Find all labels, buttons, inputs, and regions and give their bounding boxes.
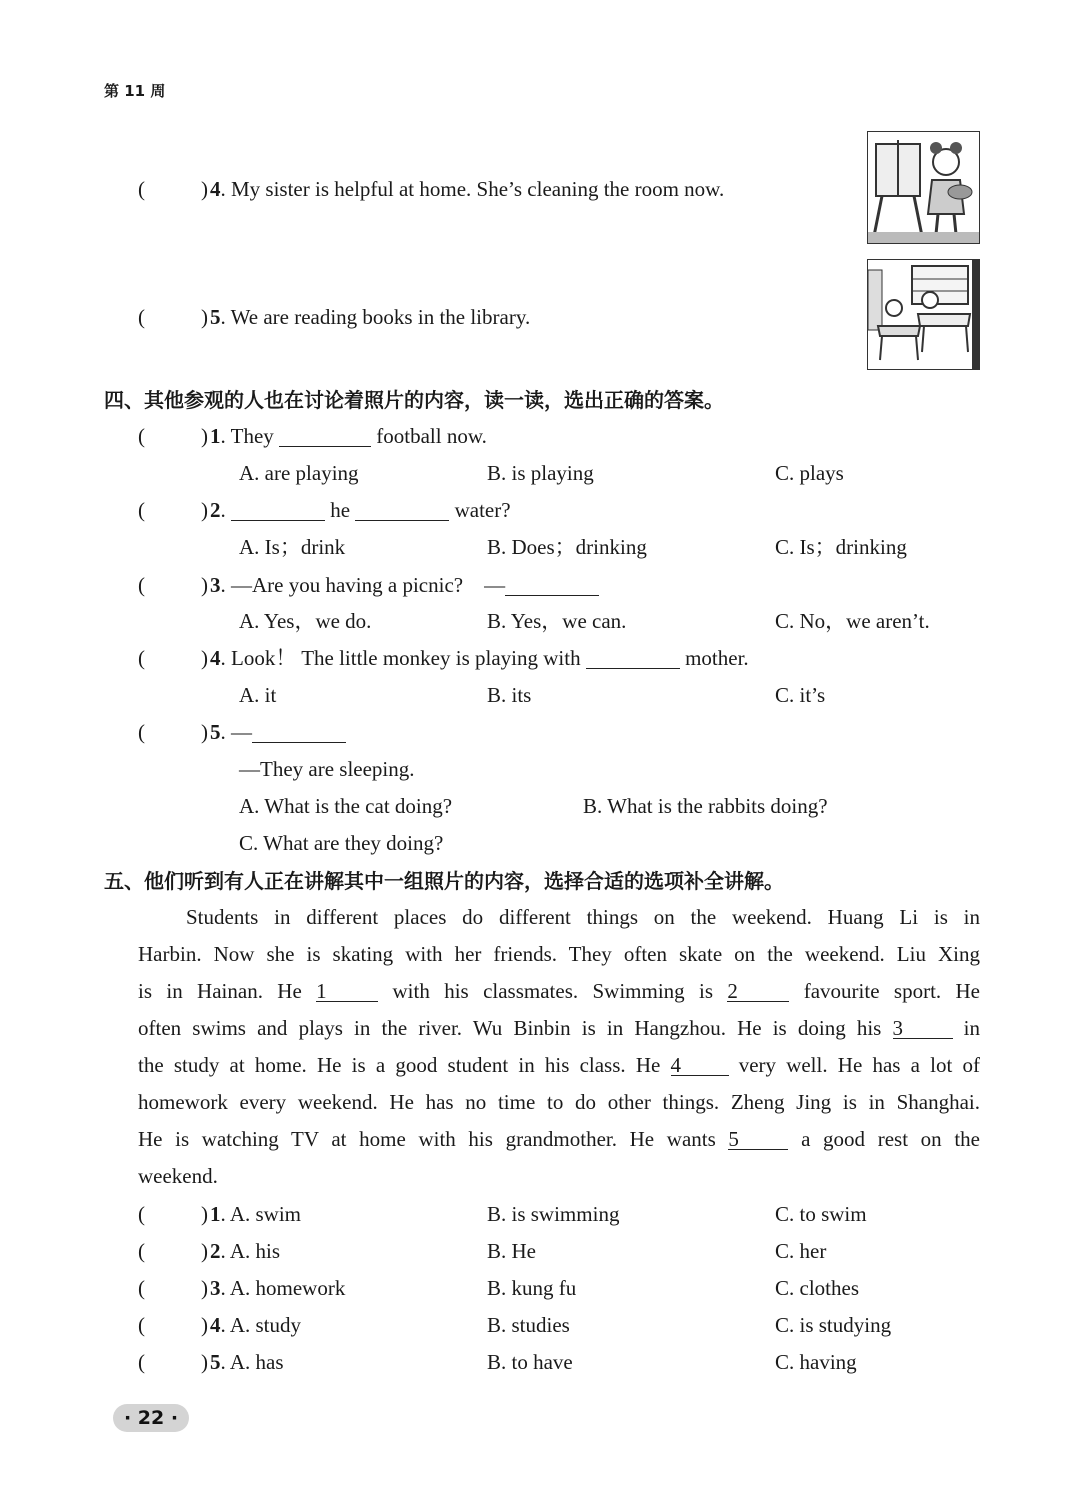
library-reading-picture [867,259,980,370]
question-text: . —Are you having a picnic? — [220,573,506,597]
girl-painting-picture [867,131,980,244]
question-text: water? [449,498,511,522]
fill-in-blank[interactable] [231,500,325,521]
option-a: . A. has [220,1350,284,1374]
passage-text: often swims and plays in the river. Wu Binbin is in Hangzhou. He is doing his [138,1016,893,1040]
question-number: 4 [210,1313,221,1337]
question-text: he [325,498,356,522]
passage-text: favourite sport. He [789,979,980,1003]
answer-paren-open: ( [138,1239,145,1263]
option-c: C. to swim [775,1202,867,1226]
option-b: B. Yes，we can. [487,609,627,633]
choice-row [0,1201,1082,1227]
passage-text: the study at home. He is a good student in his class. He [138,1053,671,1077]
choice-row [0,1238,1082,1264]
answer-paren-close: ) [201,1350,208,1374]
option-a: A. What is the cat doing? [239,794,453,818]
option-c: C. Is；drinking [775,535,907,559]
passage-line [138,1047,980,1084]
answer-paren-close: ) [201,720,208,744]
answer-paren-close: ) [201,305,208,329]
option-c: C. having [775,1350,857,1374]
question-number: 2 [210,498,221,522]
option-a: A. Yes，we do. [239,609,372,633]
question-number: 3 [210,1276,221,1300]
option-b: B. is swimming [487,1202,620,1226]
choice-row [0,1349,1082,1375]
passage-line: Students in different places do different things on the weekend. Huang Li is in [186,905,980,929]
question-number: 3 [210,573,221,597]
passage-text: is in Hainan. He [138,979,317,1003]
option-b: B. kung fu [487,1276,577,1300]
option-a: . A. his [220,1239,281,1263]
question-text: . We are reading books in the library. [220,305,531,329]
question-number: 5 [210,1350,221,1374]
passage-blank[interactable]: 3 [893,1018,953,1039]
question-number: 2 [210,1239,221,1263]
passage-line [138,1121,980,1158]
passage-text: He is watching TV at home with his grandmother. He wants [138,1127,729,1151]
option-c: C. her [775,1239,827,1263]
fill-in-blank[interactable] [586,648,680,669]
question-number: 5 [210,720,221,744]
question-text: football now. [371,424,487,448]
option-b: B. studies [487,1313,570,1337]
week-label: 第 11 周 [104,82,166,100]
answer-paren-close: ) [201,1276,208,1300]
answer-paren-close: ) [201,1239,208,1263]
option-b: B. Does；drinking [487,535,647,559]
passage-text: very well. He has a lot of [728,1053,980,1077]
answer-paren-close: ) [201,498,208,522]
question-row [0,497,1082,523]
question-text: . Look！ The little monkey is playing with [220,646,586,670]
passage-text: with his classmates. Swimming is [378,979,728,1003]
question-text: . They [220,424,280,448]
answer-paren-open: ( [138,1202,145,1226]
answer-paren-open: ( [138,1276,145,1300]
option-b: B. He [487,1239,536,1263]
passage-line: weekend. [138,1164,218,1188]
passage-line [138,973,980,1010]
dialog-reply: —They are sleeping. [239,757,415,781]
answer-paren-open: ( [138,498,145,522]
question-text: . [220,498,231,522]
answer-paren-close: ) [201,573,208,597]
answer-paren-close: ) [201,177,208,201]
passage-line [138,1010,980,1047]
choice-row [0,1312,1082,1338]
answer-paren-open: ( [138,720,145,744]
section-4-title: 四、其他参观的人也在讨论着照片的内容，读一读，选出正确的答案。 [104,388,724,412]
option-a: . A. homework [220,1276,346,1300]
passage-line: Harbin. Now she is skating with her friends. They often skate on the weekend. Liu Xing [138,942,980,966]
question-number: 1 [210,1202,221,1226]
option-c: C. plays [775,461,844,485]
option-a: A. it [239,683,277,707]
question-number: 5 [210,305,221,329]
passage-blank[interactable]: 1 [316,981,378,1002]
option-a: A. Is；drink [239,535,346,559]
option-b: B. to have [487,1350,573,1374]
option-b: B. What is the rabbits doing? [583,794,828,818]
option-a: A. are playing [239,461,359,485]
question-text: mother. [679,646,749,670]
fill-in-blank[interactable] [355,500,449,521]
question-text: . — [220,720,252,744]
answer-paren-close: ) [201,424,208,448]
question-row [0,719,1082,745]
question-row [0,645,1082,671]
question-number: 1 [210,424,221,448]
passage-blank[interactable]: 5 [728,1129,788,1150]
passage [138,899,980,1195]
answer-paren-open: ( [138,646,145,670]
passage-blank[interactable]: 4 [671,1055,729,1076]
section-5-title: 五、他们听到有人正在讲解其中一组照片的内容，选择合适的选项补全讲解。 [104,869,784,893]
option-a: . A. swim [220,1202,302,1226]
choice-row [0,1275,1082,1301]
option-c: C. is studying [775,1313,892,1337]
answer-paren-open: ( [138,305,145,329]
answer-paren-close: ) [201,1202,208,1226]
answer-paren-close: ) [201,1313,208,1337]
fill-in-blank[interactable] [505,575,599,596]
passage-text: a good rest on the [788,1127,980,1151]
question-row [0,423,1082,449]
passage-text: in [952,1016,980,1040]
option-b: B. its [487,683,532,707]
question-row [0,572,1082,598]
question-number: 4 [210,646,221,670]
page-number: · 22 · [113,1404,189,1432]
option-c: C. it’s [775,683,826,707]
option-c: C. What are they doing? [239,831,444,855]
fill-in-blank[interactable] [252,722,346,743]
answer-paren-close: ) [201,646,208,670]
fill-in-blank[interactable] [279,426,371,447]
answer-paren-open: ( [138,177,145,201]
answer-paren-open: ( [138,1350,145,1374]
passage-blank[interactable]: 2 [727,981,789,1002]
option-b: B. is playing [487,461,594,485]
option-c: C. clothes [775,1276,859,1300]
answer-paren-open: ( [138,1313,145,1337]
option-c: C. No，we aren’t. [775,609,930,633]
question-text: . My sister is helpful at home. She’s cleaning the room now. [220,177,725,201]
option-a: . A. study [220,1313,302,1337]
answer-paren-open: ( [138,573,145,597]
answer-paren-open: ( [138,424,145,448]
passage-line: homework every weekend. He has no time to do other things. Zheng Jing is in Shanghai. [138,1090,980,1114]
question-number: 4 [210,177,221,201]
